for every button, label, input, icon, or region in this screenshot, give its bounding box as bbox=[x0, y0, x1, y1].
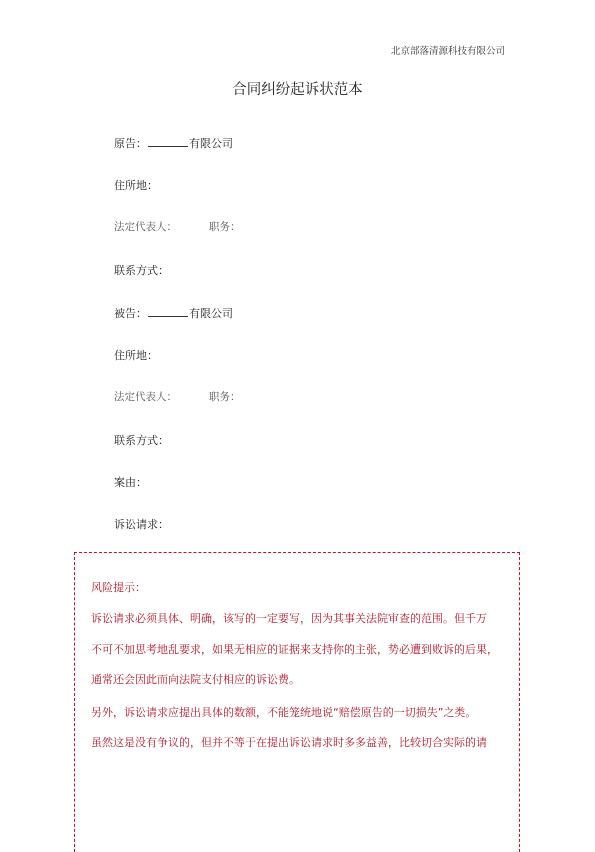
defendant-line bbox=[114, 305, 233, 321]
cause-label: 案由： bbox=[114, 476, 147, 489]
risk-line: 虽然这是没有争议的，但并不等于在提出诉讼请求时多多益善，比较切合实际的请 bbox=[91, 736, 487, 749]
claims-label: 诉讼请求： bbox=[114, 518, 169, 531]
risk-line: 诉讼请求必须具体、明确，该写的一定要写，因为其事关法院审查的范围。但千万 bbox=[91, 612, 487, 625]
plaintiff-suffix: 有限公司 bbox=[189, 137, 233, 150]
company-name: 北京部落清源科技有限公司 bbox=[390, 46, 505, 57]
plaintiff-line bbox=[114, 135, 233, 151]
risk-notice-box bbox=[74, 552, 520, 852]
plaintiff-label: 原告： bbox=[114, 137, 147, 150]
defendant-rep-label: 法定代表人： bbox=[114, 391, 177, 403]
defendant-rep-line bbox=[114, 389, 241, 404]
defendant-suffix: 有限公司 bbox=[189, 307, 233, 320]
defendant-contact-label: 联系方式： bbox=[114, 434, 169, 447]
defendant-name-blank bbox=[148, 306, 188, 317]
defendant-address-label: 住所地： bbox=[114, 349, 158, 362]
defendant-position-label: 职务： bbox=[209, 391, 241, 403]
plaintiff-rep-label: 法定代表人： bbox=[114, 221, 177, 233]
plaintiff-position-label: 职务： bbox=[209, 221, 241, 233]
risk-line: 通常还会因此而向法院支付相应的诉讼费。 bbox=[91, 673, 300, 686]
risk-heading: 风险提示： bbox=[91, 581, 146, 594]
defendant-label: 被告： bbox=[114, 307, 147, 320]
document-title: 合同纠纷起诉状范本 bbox=[232, 82, 363, 98]
plaintiff-address-label: 住所地： bbox=[114, 179, 158, 192]
plaintiff-contact-label: 联系方式： bbox=[114, 264, 169, 277]
plaintiff-name-blank bbox=[148, 136, 188, 147]
risk-line: 另外，诉讼请求应提出具体的数额，不能笼统地说“赔偿原告的一切损失”之类。 bbox=[91, 706, 477, 719]
plaintiff-rep-line bbox=[114, 219, 241, 234]
risk-line: 不可不加思考地乱要求，如果无相应的证据来支持你的主张，势必遭到败诉的后果， bbox=[91, 643, 498, 656]
